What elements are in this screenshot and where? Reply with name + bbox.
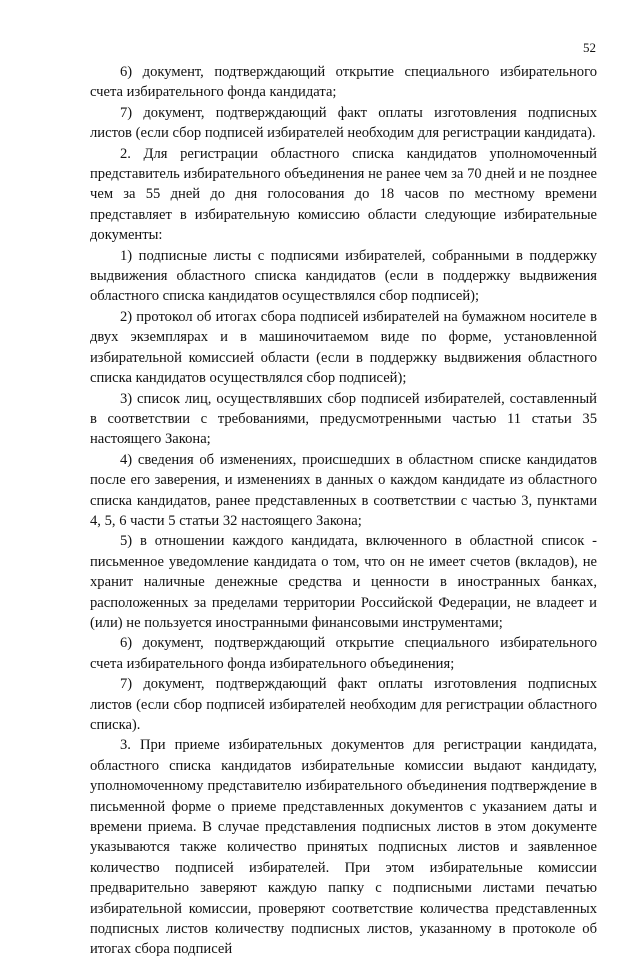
paragraph-6: 3) список лиц, осуществлявших сбор подписей избирателей, составленный в соответствии с требованиями, предусмотренными частью 11 статьи 35 настоящего Закона; [90, 390, 597, 448]
page-number: 52 [583, 40, 596, 55]
paragraph-9: 6) документ, подтверждающий открытие специального избирательного счета избирательного фонда избирательного объединения; [90, 635, 597, 672]
paragraph-1: 6) документ, подтверждающий открытие специального избирательного счета избирательного фонда кандидата; [90, 64, 597, 101]
paragraph-7: 4) сведения об изменениях, происшедших в областном списке кандидатов после его заверения, и изменениях в данных о каждом кандидате из областного списка кандидатов, ранее представленных в соответствии с частью 3, пунктами 4, 5, 6 части 5 статьи 32 настоящего Закона; [90, 451, 597, 529]
paragraph-5: 2) протокол об итогах сбора подписей избирателей на бумажном носителе в двух экземплярах и в машиночитаемом виде по форме, установленной избирательной комиссией области (если в поддержку выдвижения областного списка кандидатов осуществлялся сбор подписей); [90, 308, 597, 387]
paragraph-3: 2. Для регистрации областного списка кандидатов уполномоченный представитель избирательного объединения не ранее чем за 70 дней и не позднее чем за 55 дней до дня голосования до 18 часов по местному времени представляет в избирательную комиссию области следующие избирательные документы: [90, 145, 597, 244]
paragraph-11: 3. При приеме избирательных документов для регистрации кандидата, областного списка кандидатов избирательные комиссии выдают кандидату, уполномоченному представителю избирательного объединения подтверждение в письменной форме о приеме представленных документов с указанием даты и времени приема. В случае представления подписных листов в этом документе указываются также количество принятых подписных листов и заявленное количество подписей избирателей. При этом избирательные комиссии предварительно заверяют каждую папку с подписными листами печатью избирательной комиссии, проверяют соответствие количества представленных подписных листов количеству подписных листов, указанному в протоколе об итогах сбора подписей [90, 737, 597, 958]
paragraph-2: 7) документ, подтверждающий факт оплаты изготовления подписных листов (если сбор подписей избирателей необходим для регистрации кандидата). [90, 104, 597, 142]
paragraph-10: 7) документ, подтверждающий факт оплаты изготовления подписных листов (если сбор подписей избирателей необходим для регистрации областного списка). [90, 676, 597, 733]
document-body [90, 62, 597, 960]
paragraph-8: 5) в отношении каждого кандидата, включенного в областной список - письменное уведомление кандидата о том, что он не имеет счетов (вкладов), не хранит наличные денежные средства и ценности в иностранных банках, расположенных за пределами территории Российской Федерации, не владеет и (или) не пользуется иностранными финансовыми инструментами; [90, 533, 597, 631]
paragraph-4: 1) подписные листы с подписями избирателей, собранными в поддержку выдвижения областного списка кандидатов (если в поддержку выдвижения областного списка кандидатов осуществлялся сбор подписей); [90, 247, 597, 305]
